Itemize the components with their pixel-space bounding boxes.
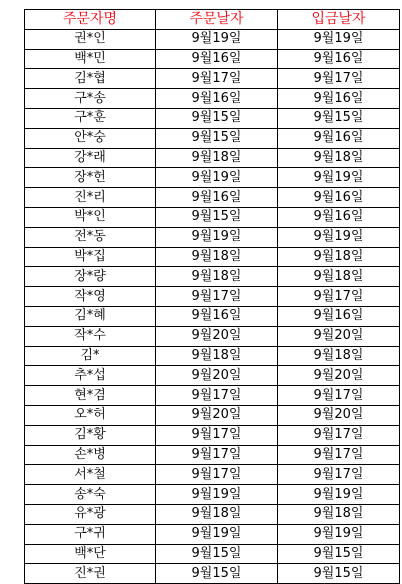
order-date-cell: 9월16일 <box>156 49 278 69</box>
orderer-name-cell: 백*단 <box>25 544 156 564</box>
deposit-date-cell: 9월17일 <box>278 425 400 445</box>
order-date-cell: 9월16일 <box>156 89 278 109</box>
orderer-name-cell: 김*혜 <box>25 306 156 326</box>
header-orderer-name: 주문자명 <box>25 10 156 30</box>
orderer-name-cell: 강*래 <box>25 148 156 168</box>
deposit-date-cell: 9월18일 <box>278 267 400 287</box>
deposit-date-cell: 9월15일 <box>278 108 400 128</box>
deposit-date-cell: 9월18일 <box>278 148 400 168</box>
deposit-date-cell: 9월18일 <box>278 504 400 524</box>
table-row <box>25 346 400 366</box>
orderer-name-cell: 손*병 <box>25 445 156 465</box>
order-date-cell: 9월19일 <box>156 227 278 247</box>
order-date-cell: 9월18일 <box>156 267 278 287</box>
order-date-cell: 9월15일 <box>156 108 278 128</box>
table-row <box>25 247 400 267</box>
orderer-name-cell: 백*민 <box>25 49 156 69</box>
order-date-cell: 9월18일 <box>156 148 278 168</box>
order-date-cell: 9월19일 <box>156 524 278 544</box>
order-date-cell: 9월18일 <box>156 247 278 267</box>
deposit-date-cell: 9월18일 <box>278 346 400 366</box>
deposit-date-cell: 9월19일 <box>278 524 400 544</box>
table-row <box>25 267 400 287</box>
table-row <box>25 108 400 128</box>
table-row <box>25 504 400 524</box>
order-date-cell: 9월20일 <box>156 405 278 425</box>
header-row <box>25 10 400 30</box>
orderer-name-cell: 권*인 <box>25 29 156 49</box>
order-deposit-table <box>24 9 400 584</box>
table-row <box>25 207 400 227</box>
orderer-name-cell: 구*훈 <box>25 108 156 128</box>
order-date-cell: 9월15일 <box>156 128 278 148</box>
table-row <box>25 188 400 208</box>
deposit-date-cell: 9월20일 <box>278 326 400 346</box>
order-date-cell: 9월15일 <box>156 207 278 227</box>
order-date-cell: 9월20일 <box>156 366 278 386</box>
deposit-date-cell: 9월19일 <box>278 168 400 188</box>
deposit-date-cell: 9월17일 <box>278 69 400 89</box>
order-date-cell: 9월19일 <box>156 29 278 49</box>
table-row <box>25 29 400 49</box>
table-row <box>25 366 400 386</box>
orderer-name-cell: 장*헌 <box>25 168 156 188</box>
deposit-date-cell: 9월19일 <box>278 29 400 49</box>
table-row <box>25 69 400 89</box>
order-date-cell: 9월17일 <box>156 69 278 89</box>
order-date-cell: 9월17일 <box>156 287 278 307</box>
deposit-date-cell: 9월17일 <box>278 386 400 406</box>
order-date-cell: 9월18일 <box>156 346 278 366</box>
orderer-name-cell: 유*광 <box>25 504 156 524</box>
order-date-cell: 9월17일 <box>156 445 278 465</box>
deposit-date-cell: 9월15일 <box>278 544 400 564</box>
table-row <box>25 148 400 168</box>
table-row <box>25 326 400 346</box>
table-row <box>25 89 400 109</box>
deposit-date-cell: 9월20일 <box>278 405 400 425</box>
orderer-name-cell: 김*황 <box>25 425 156 445</box>
deposit-date-cell: 9월17일 <box>278 287 400 307</box>
deposit-date-cell: 9월15일 <box>278 564 400 584</box>
order-date-cell: 9월17일 <box>156 465 278 485</box>
orderer-name-cell: 구*송 <box>25 89 156 109</box>
table-row <box>25 544 400 564</box>
table-row <box>25 524 400 544</box>
deposit-date-cell: 9월19일 <box>278 227 400 247</box>
table-row <box>25 287 400 307</box>
deposit-date-cell: 9월17일 <box>278 465 400 485</box>
table-row <box>25 128 400 148</box>
order-date-cell: 9월16일 <box>156 188 278 208</box>
table-row <box>25 386 400 406</box>
order-date-cell: 9월15일 <box>156 564 278 584</box>
table-row <box>25 425 400 445</box>
orderer-name-cell: 작*영 <box>25 287 156 307</box>
orderer-name-cell: 진*권 <box>25 564 156 584</box>
orderer-name-cell: 김*협 <box>25 69 156 89</box>
orderer-name-cell: 박*집 <box>25 247 156 267</box>
order-date-cell: 9월17일 <box>156 425 278 445</box>
header-deposit-date: 입금날자 <box>278 10 400 30</box>
order-date-cell: 9월16일 <box>156 306 278 326</box>
order-date-cell: 9월19일 <box>156 485 278 505</box>
orderer-name-cell: 추*섭 <box>25 366 156 386</box>
order-date-cell: 9월17일 <box>156 386 278 406</box>
table-row <box>25 465 400 485</box>
deposit-date-cell: 9월17일 <box>278 445 400 465</box>
table-row <box>25 445 400 465</box>
table-row <box>25 168 400 188</box>
table-row <box>25 306 400 326</box>
orderer-name-cell: 송*숙 <box>25 485 156 505</box>
orderer-name-cell: 안*숭 <box>25 128 156 148</box>
orderer-name-cell: 박*인 <box>25 207 156 227</box>
deposit-date-cell: 9월16일 <box>278 207 400 227</box>
deposit-date-cell: 9월16일 <box>278 306 400 326</box>
orderer-name-cell: 진*리 <box>25 188 156 208</box>
deposit-date-cell: 9월16일 <box>278 89 400 109</box>
deposit-date-cell: 9월16일 <box>278 49 400 69</box>
deposit-date-cell: 9월19일 <box>278 485 400 505</box>
deposit-date-cell: 9월18일 <box>278 247 400 267</box>
table-row <box>25 485 400 505</box>
order-date-cell: 9월20일 <box>156 326 278 346</box>
orderer-name-cell: 장*량 <box>25 267 156 287</box>
table-row <box>25 49 400 69</box>
orderer-name-cell: 구*귀 <box>25 524 156 544</box>
orderer-name-cell: 서*철 <box>25 465 156 485</box>
deposit-date-cell: 9월16일 <box>278 128 400 148</box>
order-date-cell: 9월15일 <box>156 544 278 564</box>
table-row <box>25 405 400 425</box>
orderer-name-cell: 오*허 <box>25 405 156 425</box>
order-date-cell: 9월18일 <box>156 504 278 524</box>
deposit-date-cell: 9월20일 <box>278 366 400 386</box>
orderer-name-cell: 전*동 <box>25 227 156 247</box>
orderer-name-cell: 작*수 <box>25 326 156 346</box>
header-order-date: 주문날자 <box>156 10 278 30</box>
order-date-cell: 9월19일 <box>156 168 278 188</box>
deposit-date-cell: 9월16일 <box>278 188 400 208</box>
orderer-name-cell: 김* <box>25 346 156 366</box>
table-row <box>25 227 400 247</box>
orderer-name-cell: 현*겸 <box>25 386 156 406</box>
table-row <box>25 564 400 584</box>
